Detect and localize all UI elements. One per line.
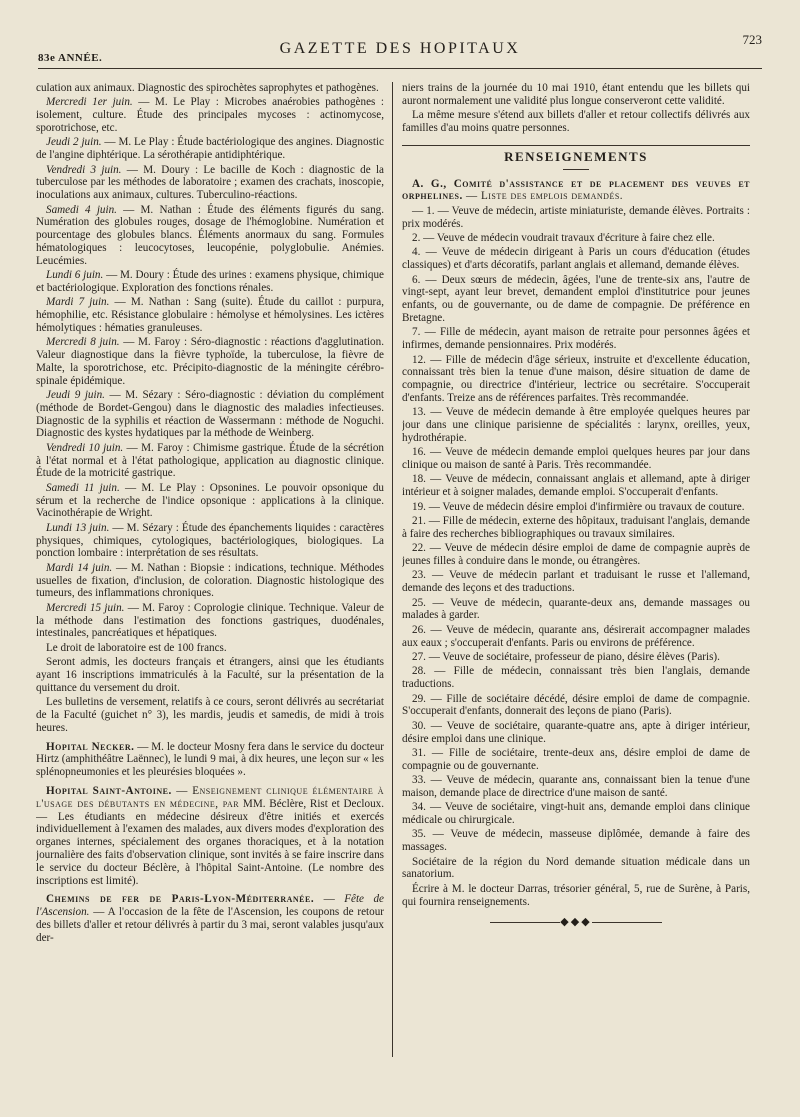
date: Mercredi 15 juin.	[46, 601, 125, 614]
page-number: 723	[742, 32, 762, 47]
schedule-entry	[36, 562, 384, 600]
job-request-item: 6. — Deux sœurs de médecin, âgées, l'une de trente-six ans, l'autre de vingt-sept, ayant leur brevet, demandent emploi d'institutrice pour jeunes enfants, ou de gouvernante, ou de dame de compagnie. De préférence en Bretagne.	[402, 273, 750, 324]
entry-text: — M. Le Play : Opsonines. Le pouvoir opsonique du sérum et la recherche de l'indice opsonique : applications à la clinique. Vacinothérapie de Wright.	[36, 481, 384, 520]
job-request-item: 23. — Veuve de médecin parlant et traduisant le russe et l'allemand, demande des leçons et des traductions.	[402, 569, 750, 595]
notice-text: — M. le docteur Mosny fera dans le service du docteur Hirtz (amphithéâtre Laënnec), le lundi 9 mai, à dix heures, une leçon sur « les splénopneumonies et les pleurésies bloquées ».	[36, 740, 384, 779]
date: Jeudi 9 juin.	[46, 389, 105, 402]
schedule-entry	[36, 522, 384, 560]
job-request-item: 25. — Veuve de médecin, quarante-deux ans, demande massages ou malades à garder.	[402, 596, 750, 622]
schedule-entry	[36, 204, 384, 268]
plm-notice	[36, 893, 384, 944]
journal-title: GAZETTE DES HOPITAUX	[279, 40, 521, 57]
job-request-item: 31. — Fille de sociétaire, trente-deux ans, désire emploi de dame de compagnie ou de gouvernante.	[402, 746, 750, 772]
committee-subtitle: — Liste des emplois demandés.	[462, 190, 624, 203]
entry-text: — M. Le Play : Étude bactériologique des angines. Diagnostic de l'angine diphtérique. La sérothérapie antidiphtérique.	[36, 136, 384, 162]
date: Mardi 14 juin.	[46, 561, 113, 574]
section-title: RENSEIGNEMENTS	[504, 148, 648, 164]
section-heading	[402, 145, 750, 170]
entry-text: — M. Sézary : Étude des épanchements liquides : caractères physiques, chimiques, cytologiques, bactériologiques, biologiques. La ponction lombaire : interprétation de ses résultats.	[36, 521, 384, 560]
job-request-item: 26. — Veuve de médecin, quarante ans, désirerait accompagner malades aux eaux ; s'occuperait d'enfants. Paris ou environs de préférence.	[402, 623, 750, 649]
committee-name: A. G., Comité d'assistance et de placement des veuves et orphelines.	[402, 177, 750, 203]
schedule-entry	[36, 164, 384, 202]
entry-text: — M. Nathan : Étude des éléments figurés du sang. Numération des globules rouges, dosage de l'hémoglobine. Numération et pourcentage des globules blancs. Éléments anormaux du sang. Formules hématologiques : leucocytoses, leucopénie, polyglobulie. Anémies. Leucémies.	[36, 203, 384, 267]
schedule-entry	[36, 389, 384, 440]
paragraph: Le droit de laboratoire est de 100 francs.	[46, 641, 227, 654]
job-request-item: 28. — Fille de médecin, connaissant très bien l'anglais, demande traductions.	[402, 665, 750, 691]
schedule-entry	[36, 442, 384, 480]
entry-text: — M. Doury : Étude des urines : examens physique, chimique et bactériologique. Exploration des fonctions rénales.	[36, 269, 384, 294]
notice-heading: Hopital Necker.	[46, 740, 135, 753]
job-request-item: 21. — Fille de médecin, externe des hôpitaux, traduisant l'anglais, demande à faire des recherches bibliographiques ou travaux similaires.	[402, 515, 750, 540]
entry-text: — M. Doury : Le bacille de Koch : diagnostic de la tuberculose par les méthodes de laboratoire ; examen des crachats, inoscopie, inoculations aux animaux, cultures. Tuberculino-réactions.	[36, 163, 384, 202]
job-request-item: 12. — Fille de médecin d'âge sérieux, instruite et d'excellente éducation, connaissant très bien la tenue d'une maison, désire situation de dame de compagnie, ou directrice d'intérieur, lectrice ou secrétaire. S'occuperait d'enfants. Treize ans de références parfaites. Très recommandée.	[402, 353, 750, 404]
job-request-list	[402, 205, 750, 854]
job-request-item: 19. — Veuve de médecin désire emploi d'infirmière ou travaux de couture.	[412, 500, 745, 513]
schedule-entry	[36, 336, 384, 387]
date: Mardi 7 juin.	[46, 296, 110, 309]
job-request-item: 16. — Veuve de médecin demande emploi quelques heures par jour dans clinique ou maison de santé à Paris. Très recommandée.	[402, 446, 750, 472]
page-header	[30, 30, 770, 74]
paragraph: Écrire à M. le docteur Darras, trésorier général, 5, rue de Surène, à Paris, qui fournira renseignements.	[402, 882, 750, 908]
left-column	[36, 82, 384, 1099]
date: Samedi 11 juin.	[46, 481, 120, 494]
date: Lundi 6 juin.	[46, 269, 104, 282]
schedule-entry	[36, 136, 384, 162]
notice-date: Fête de l'Ascension.	[36, 893, 384, 919]
paragraph: Les bulletins de versement, relatifs à ce cours, seront délivrés au secrétariat de la Faculté (guichet n° 3), les mardis, jeudis et samedis, de midi à trois heures.	[36, 696, 384, 734]
job-request-item: 33. — Veuve de médecin, quarante ans, connaissant bien la tenue d'une maison, demande place de directrice d'une maison de santé.	[402, 774, 750, 799]
column-divider	[392, 82, 393, 1057]
job-request-item: 30. — Veuve de sociétaire, quarante-quatre ans, apte à diriger intérieur, désire emploi dans une clinique.	[402, 719, 750, 745]
notice-text: — A l'occasion de la fête de l'Ascension, les coupons de retour des billets d'aller et retour délivrés à partir du 3 mai, seront valables jusqu'aux der-	[36, 906, 384, 944]
date: Vendredi 10 juin.	[46, 441, 124, 454]
schedule-entry	[36, 482, 384, 520]
date: Jeudi 2 juin.	[46, 136, 102, 149]
job-request-item: 4. — Veuve de médecin dirigeant à Paris un cours d'éducation (études classiques) et d'arts décoratifs, parlant anglais et allemand, demande élèves.	[402, 246, 750, 272]
entry-text: — M. Faroy : Chimisme gastrique. Étude de la sécrétion à l'état normal et à l'état pathologique, application au diagnostic clinique. Étude de la motricité gastrique.	[36, 441, 384, 480]
date: Mercredi 8 juin.	[46, 336, 120, 349]
ornament-rule	[490, 922, 560, 923]
year-label: 83e ANNÉE.	[38, 52, 103, 64]
entry-text: — M. Nathan : Biopsie : indications, technique. Méthodes usuelles de fixation, d'inclusion, de coloration. Diagnostic histologique des tumeurs, des inflammations chroniques.	[36, 561, 384, 600]
ornament-rule	[592, 922, 662, 923]
schedule-entry	[36, 269, 384, 295]
section-rule	[402, 145, 750, 146]
date: Samedi 4 juin.	[46, 203, 117, 216]
entry-text: — M. Le Play : Microbes anaérobies pathogènes : isolement, culture. Étude des principales mycoses : actinomycose, sporotrichose, etc.	[36, 96, 384, 134]
job-request-item: 18. — Veuve de médecin, connaissant anglais et allemand, apte à diriger intérieur et à soigner malades, demande emploi. S'occuperait d'enfants.	[402, 473, 750, 499]
saint-antoine-notice	[36, 785, 384, 887]
date: Vendredi 3 juin.	[46, 163, 122, 176]
schedule-entry	[36, 96, 384, 134]
entry-text: — M. Sézary : Séro-diagnostic : déviation du complément (méthode de Bordet-Gengou) dans le diagnostic des maladies infectieuses. Diagnostic de la syphilis et réaction de Wassermann : méthode de Noguchi. Diagnostic des kystes hydatiques par la méthode de Weinberg.	[36, 389, 384, 440]
paragraph: Sociétaire de la région du Nord demande situation médicale dans un sanatorium.	[402, 855, 750, 881]
committee-heading	[402, 178, 750, 204]
notice-text: MM. Béclère, Rist et Decloux. — Les étudiants en médecine désireux d'être initiés et exercés individuellement à l'examen des malades, aux divers modes d'exploration des organes internes, spécialement des organes thoraciques, et à la notation journalière des faits d'observation clinique, sont invités à se faire inscrire dans le service du docteur Béclère, à l'hôpital Saint-Antoine. (Le nombre des inscriptions est limité).	[36, 797, 384, 887]
date: Lundi 13 juin.	[46, 521, 110, 534]
notice-dash: —	[314, 893, 335, 906]
notice-heading: Chemins de fer de Paris-Lyon-Méditerranée.	[46, 893, 315, 906]
schedule-entry	[36, 296, 384, 334]
paragraph: La même mesure s'étend aux billets d'aller et retour collectifs délivrés aux familles d'au moins quatre personnes.	[402, 109, 750, 134]
job-request-item: 22. — Veuve de médecin désire emploi de dame de compagnie auprès de jeunes filles à conduire dans le monde, ou étrangères.	[402, 542, 750, 568]
necker-notice	[36, 741, 384, 779]
job-request-item: 13. — Veuve de médecin demande à être employée quelques heures par jour dans une clinique parisienne de spécialités : larynx, oreilles, yeux, hydrothérapie.	[402, 406, 750, 444]
paragraph: culation aux animaux. Diagnostic des spirochètes saprophytes et pathogènes.	[36, 82, 379, 94]
date: Mercredi 1er juin.	[46, 96, 133, 109]
job-request-item: 2. — Veuve de médecin voudrait travaux d'écriture à faire chez elle.	[412, 231, 715, 244]
end-ornament	[402, 916, 750, 929]
paragraph: niers trains de la journée du 10 mai 1910, étant entendu que les billets qui auront normalement une validité plus longue conserveront cette validité.	[402, 82, 750, 107]
entry-text: — M. Faroy : Coprologie clinique. Technique. Valeur de la méthode dans l'estimation des fonctions gastriques, duodénales, intestinales, pancréatiques et hépatiques.	[36, 601, 384, 640]
job-request-item: 7. — Fille de médecin, ayant maison de retraite pour personnes âgées et infirmes, demande pensionnaires. Prix modérés.	[402, 326, 750, 352]
entry-text: — M. Faroy : Séro-diagnostic : réactions d'agglutination. Valeur diagnostique dans la fièvre typhoïde, la tuberculose, la fièvre de Malte, la sporotrichose, etc. Précipito-diagnostic de la méningite cérébro-spinale épidémique.	[36, 336, 384, 387]
notice-subheading: — Enseignement clinique élémentaire à l'usage des débutants en médecine, par	[36, 784, 384, 810]
job-request-item: 29. — Fille de sociétaire décédé, désire emploi de dame de compagnie. S'occuperait d'enfants, donnerait des leçons de piano (Paris).	[402, 692, 750, 718]
job-request-item: — 1. — Veuve de médecin, artiste miniaturiste, demande élèves. Portraits : prix modérés.	[402, 204, 750, 230]
ornament-glyph: ◆◆◆	[560, 916, 592, 929]
entry-text: — M. Nathan : Sang (suite). Étude du caillot : purpura, hémophilie, etc. Résistance globulaire : hémolyse et hémolysines. Les ictères hémolytiques : hématies granuleuses.	[36, 296, 384, 334]
right-column	[402, 82, 750, 1099]
section-dash	[563, 169, 589, 170]
job-request-item: 35. — Veuve de médecin, masseuse diplômée, demande à faire des massages.	[402, 828, 750, 854]
schedule-entry	[36, 602, 384, 640]
job-request-item: 27. — Veuve de sociétaire, professeur de piano, désire élèves (Paris).	[412, 650, 720, 663]
paragraph: Seront admis, les docteurs français et étrangers, ainsi que les étudiants ayant 16 inscriptions immatriculés à la Faculté, sur la présentation de la quittance du versement du droit.	[36, 656, 384, 694]
job-request-item: 34. — Veuve de sociétaire, vingt-huit ans, demande emploi dans clinique médicale ou chirurgicale.	[402, 801, 750, 827]
notice-heading: Hopital Saint-Antoine.	[46, 784, 172, 797]
header-rule	[38, 68, 762, 69]
